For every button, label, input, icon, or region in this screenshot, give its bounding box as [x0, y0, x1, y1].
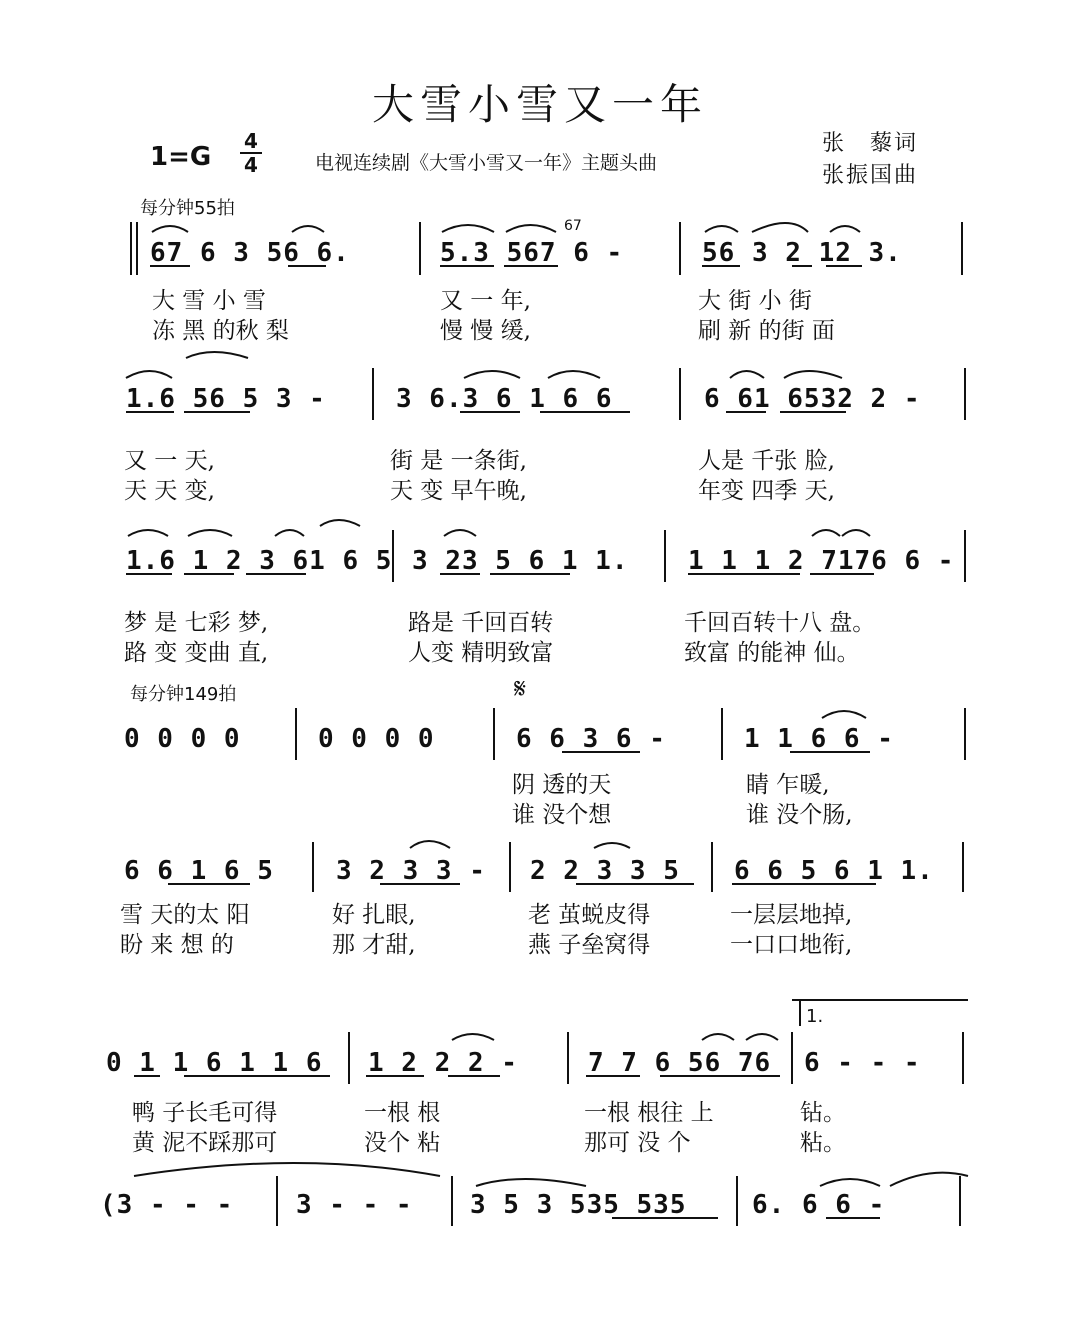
measure-notes: 0 0 0 0	[124, 724, 241, 754]
measure-notes: 6 6 3 6 -	[516, 724, 666, 754]
measure-notes: 1 2 2 2 -	[368, 1048, 518, 1078]
lyric-verse-2: 盼 来 想 的	[120, 932, 234, 958]
lyric-verse-1: 千回百转十八 盘。	[684, 610, 876, 636]
lyric-verse-2: 冻 黑 的秋 梨	[152, 318, 289, 344]
song-title: 大雪小雪又一年	[371, 80, 708, 129]
lyric-verse-2: 天 天 变,	[124, 478, 215, 504]
composer-credit: 张振国曲	[822, 163, 919, 188]
song-subtitle: 电视连续剧《大雪小雪又一年》主题头曲	[315, 152, 658, 174]
lyric-verse-2: 一口口地衔,	[730, 932, 853, 958]
lyric-verse-1: 睛 乍暖,	[746, 772, 830, 798]
lyric-verse-2: 那 才甜,	[332, 932, 416, 958]
lyric-verse-2: 慢 慢 缓,	[440, 318, 531, 344]
lyric-verse-1: 又 一 年,	[440, 288, 531, 314]
measure-notes: 1.6 56 5 3 -	[126, 384, 326, 414]
lyricist-credit: 张 藜词	[822, 131, 919, 156]
lyric-verse-2: 没个 粘	[364, 1130, 441, 1156]
measure-notes: (3 - - -	[100, 1190, 234, 1220]
lyric-verse-2: 谁 没个想	[512, 802, 612, 828]
lyric-verse-1: 梦 是 七彩 梦,	[124, 610, 269, 636]
measure-notes: 3 - - -	[296, 1190, 413, 1220]
lyric-verse-1: 老 茧蜕皮得	[528, 902, 651, 928]
lyric-verse-2: 谁 没个肠,	[746, 802, 853, 828]
time-signature	[240, 130, 262, 176]
lyric-verse-2: 燕 子垒窝得	[528, 932, 651, 958]
tempo-marking-2: 每分钟149拍	[130, 684, 237, 705]
lyric-verse-1: 雪 天的太 阳	[120, 902, 250, 928]
lyric-verse-2: 粘。	[800, 1130, 846, 1156]
tempo-marking-1: 每分钟55拍	[140, 198, 235, 219]
lyric-verse-1: 又 一 天,	[124, 448, 215, 474]
lyric-verse-1: 好 扎眼,	[332, 902, 416, 928]
lyric-verse-1: 一层层地掉,	[730, 902, 853, 928]
measure-notes: 1 1 6 6 -	[744, 724, 894, 754]
measure-notes: 56 3 2 12 3.	[702, 238, 902, 268]
lyric-verse-1: 路是 千回百转	[408, 610, 554, 636]
measure-notes: 6 61 6532 2 -	[704, 384, 921, 414]
lyric-verse-1: 人是 千张 脸,	[698, 448, 835, 474]
lyric-verse-2: 黄 泥不踩那可	[132, 1130, 278, 1156]
lyric-verse-1: 一根 根	[364, 1100, 441, 1126]
measure-notes: 5.3 567 6 -	[440, 238, 624, 268]
lyric-verse-1: 街 是 一条街,	[390, 448, 527, 474]
measure-notes: 67 6 3 56 6.	[150, 238, 350, 268]
lyric-verse-1: 大 街 小 街	[698, 288, 812, 314]
measure-notes: 6. 6 6 -	[752, 1190, 886, 1220]
lyric-verse-2: 那可 没 个	[584, 1130, 691, 1156]
lyric-verse-2: 人变 精明致富	[408, 640, 554, 666]
measure-notes: 6 6 5 6 1 1.	[734, 856, 934, 886]
lyric-verse-1: 阴 透的天	[512, 772, 612, 798]
measure-notes: 3 2 3 3 -	[336, 856, 486, 886]
measure-notes: 6 - - -	[804, 1048, 921, 1078]
time-signature-top: 4	[244, 129, 258, 153]
key-signature: 1=G	[150, 142, 212, 172]
measure-notes: 1.6 1 2 3 61 6 5	[126, 546, 393, 576]
measure-notes: 0 1 1 6 1 1 6	[106, 1048, 323, 1078]
lyric-verse-1: 大 雪 小 雪	[152, 288, 266, 314]
volta-bracket-label: 1.	[806, 1006, 824, 1027]
measure-notes: 3 23 5 6 1 1.	[412, 546, 629, 576]
measure-notes: 7 7 6 56 76	[588, 1048, 772, 1078]
time-signature-bottom: 4	[240, 152, 262, 176]
measure-notes: 6 6 1 6 5	[124, 856, 274, 886]
lyric-verse-2: 年变 四季 天,	[698, 478, 835, 504]
measure-notes: 3 6.3 6 1 6 6	[396, 384, 613, 414]
measure-notes: 3 5 3 535 535	[470, 1190, 687, 1220]
lyric-verse-1: 钻。	[800, 1100, 846, 1126]
lyric-verse-2: 致富 的能神 仙。	[684, 640, 860, 666]
measure-notes: 1 1 1 2 7176 6 -	[688, 546, 955, 576]
lyric-verse-2: 天 变 早午晚,	[390, 478, 527, 504]
lyric-verse-1: 鸭 子长毛可得	[132, 1100, 278, 1126]
segno-icon: 𝄋	[514, 672, 527, 705]
measure-notes: 0 0 0 0	[318, 724, 435, 754]
grace-notes: 67	[564, 218, 582, 234]
lyric-verse-2: 刷 新 的街 面	[698, 318, 835, 344]
lyric-verse-1: 一根 根往 上	[584, 1100, 714, 1126]
lyric-verse-2: 路 变 变曲 直,	[124, 640, 269, 666]
measure-notes: 2 2 3 3 5	[530, 856, 680, 886]
